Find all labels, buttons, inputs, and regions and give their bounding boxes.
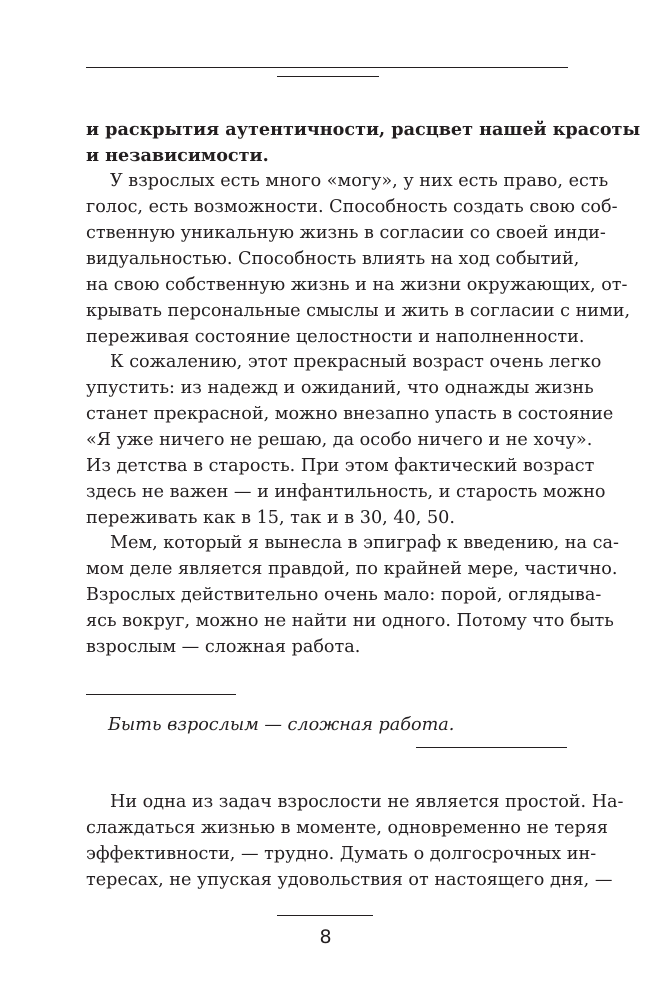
intro-bold-text (86, 117, 641, 169)
pull-quote (108, 712, 548, 738)
text-line: ясь вокруг, можно не найти ни одного. Потому что быть (86, 611, 614, 631)
quote-top-rule (86, 694, 236, 695)
header-short-rule (277, 76, 379, 77)
text-line: Из детства в старость. При этом фактический возраст (86, 456, 595, 476)
text-line: здесь не важен — и инфантильность, и старость можно (86, 482, 606, 502)
text-line: «Я уже ничего не решаю, да особо ничего и не хочу». (86, 430, 593, 450)
text-line: голос, есть возможности. Способность создать свою соб- (86, 197, 618, 217)
text-line: крывать персональные смыслы и жить в согласии с ними, (86, 301, 631, 321)
text-line: тересах, не упуская удовольствия от настоящего дня, — (86, 870, 613, 890)
text-line: мом деле является правдой, по крайней мере, частично. (86, 559, 618, 579)
quote-text: Быть взрослым — сложная работа. (108, 715, 455, 735)
text-line: Взрослых действительно очень мало: порой, оглядыва- (86, 585, 602, 605)
text-line: ственную уникальную жизнь в согласии со своей инди- (86, 223, 606, 243)
page-number: 8 (319, 926, 332, 948)
paragraph-3 (86, 530, 619, 660)
text-line: К сожалению, этот прекрасный возраст очень легко (110, 352, 602, 372)
paragraph-2 (86, 349, 614, 531)
footer-rule (277, 915, 373, 916)
text-line: У взрослых есть много «могу», у них есть право, есть (110, 171, 609, 191)
text-line: и раскрытия аутентичности, расцвет нашей красоты (86, 119, 641, 140)
text-line: взрослым — сложная работа. (86, 637, 361, 657)
text-line: видуальностью. Способность влиять на ход событий, (86, 249, 580, 269)
text-line: эффективности, — трудно. Думать о долгосрочных ин- (86, 844, 597, 864)
quote-bottom-rule (416, 747, 567, 748)
text-line: и независимости. (86, 145, 269, 166)
text-line: переживая состояние целостности и наполненности. (86, 327, 585, 347)
text-line: слаждаться жизнью в моменте, одновременно не теряя (86, 818, 608, 838)
text-line: переживать как в 15, так и в 30, 40, 50. (86, 508, 455, 528)
text-line: Ни одна из задач взрослости не является простой. На- (110, 792, 624, 812)
text-line: упустить: из надежд и ожиданий, что однажды жизнь (86, 378, 594, 398)
header-rule (86, 67, 568, 68)
text-line: Мем, который я вынесла в эпиграф к введению, на са- (110, 533, 619, 553)
text-line: станет прекрасной, можно внезапно упасть в состояние (86, 404, 614, 424)
paragraph-1 (86, 168, 631, 350)
paragraph-4 (86, 789, 624, 893)
text-line: на свою собственную жизнь и на жизни окружающих, от- (86, 275, 628, 295)
